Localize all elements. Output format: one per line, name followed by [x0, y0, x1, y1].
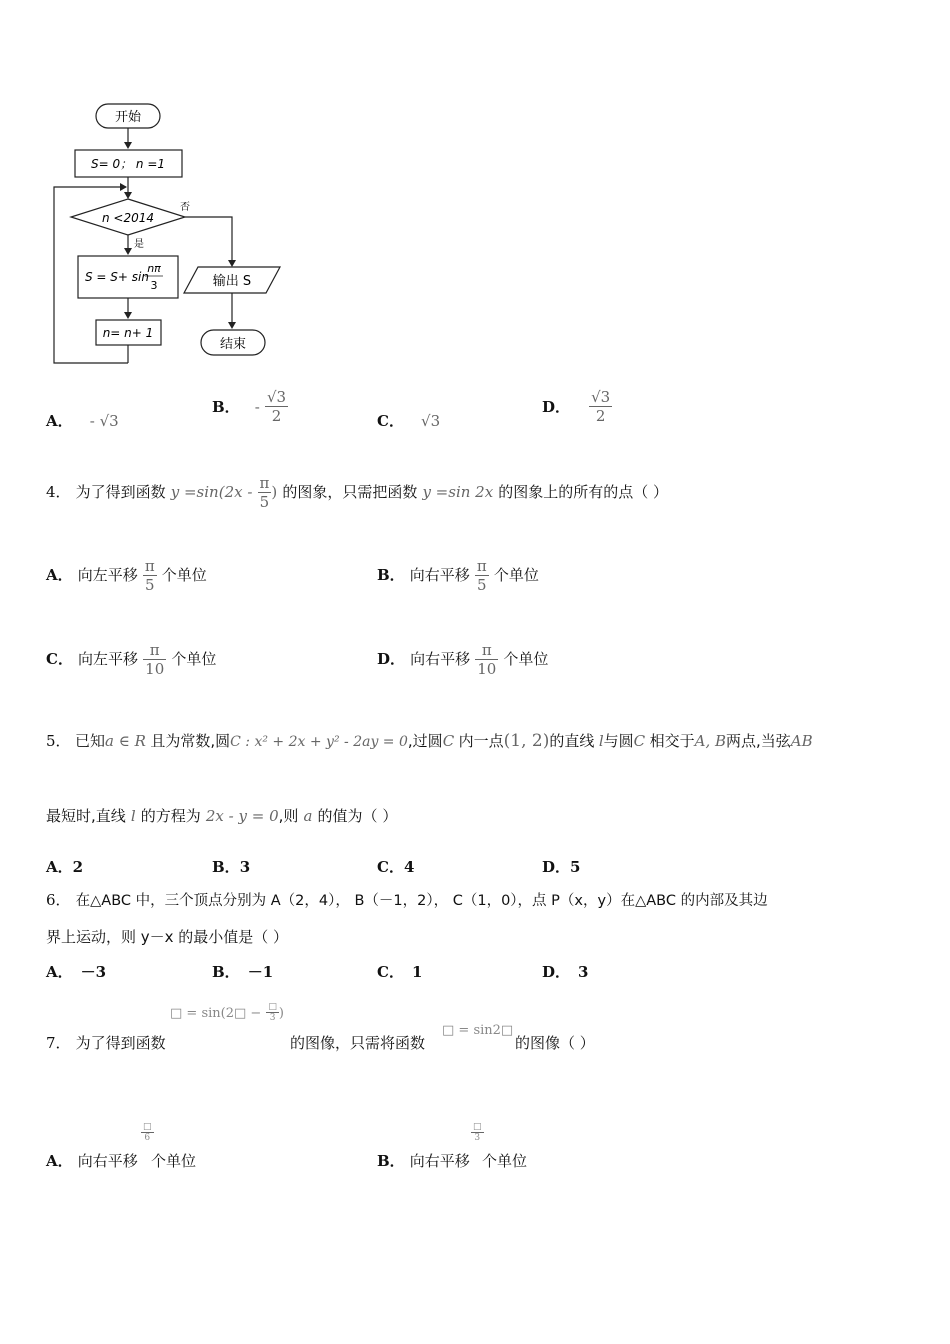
q4-option-b[interactable]: B． 向右平移 $\frac{\pi}{5}$ 个单位 — [377, 557, 539, 594]
q3-option-c[interactable]: C． √3 — [377, 412, 441, 430]
body-num: nπ — [147, 262, 161, 275]
increment-label: n= n+ 1 — [102, 326, 154, 340]
q6-option-b[interactable]: B． －1 — [212, 963, 274, 981]
q7-option-b-fraction: $\frac{□}{3}$ — [473, 1122, 482, 1143]
q7-stem-mid: 的图像，只需将函数 — [290, 1034, 426, 1052]
q6-stem-line2: 界上运动，则 y－x 的最小值是（ ） — [46, 928, 289, 946]
q7-option-a[interactable]: A． 向右平移 — [46, 1152, 138, 1170]
q4-stem: 4． 为了得到函数 y =sin(2x - $\frac{\pi}{5}$ ) 的图象，只需把函数 y =sin 2x 的图象上的所有的点（ ） — [46, 474, 669, 511]
q7-function-target: □ = sin(2□ − $\frac{□}{3}$ ) — [170, 1002, 284, 1023]
yes-label: 是 — [134, 239, 144, 250]
q5-stem-line2: 最短时,直线 l 的方程为 2x - y = 0,则 a 的值为（ ） — [46, 807, 398, 825]
q4-option-a[interactable]: A． 向左平移 $\frac{\pi}{5}$ 个单位 — [46, 557, 207, 594]
q6-option-d[interactable]: D． 3 — [542, 963, 589, 981]
q7-function-source: □ = sin2□ — [442, 1023, 514, 1038]
q7-stem-number: 7． 为了得到函数 — [46, 1034, 166, 1052]
q3-option-b[interactable]: B． - $\frac{√3}{2}$ — [212, 388, 287, 425]
q5-option-b[interactable]: B．3 — [212, 858, 251, 876]
body-prefix: S = S+ sin — [85, 270, 149, 284]
init-label: S= 0； n =1 — [90, 157, 166, 171]
no-label: 否 — [180, 202, 190, 213]
q3-d-fraction: $\frac{√3}{2}$ — [591, 388, 611, 425]
flowchart — [40, 95, 300, 375]
q6-option-c[interactable]: C． 1 — [377, 963, 423, 981]
q7-option-a-post: 个单位 — [151, 1152, 197, 1170]
q5-option-a[interactable]: A．2 — [46, 858, 84, 876]
q7-stem-end: 的图像（ ） — [515, 1034, 595, 1052]
condition-label: n <2014 — [101, 211, 155, 225]
q3-option-a[interactable]: A． - √3 — [46, 412, 119, 430]
q7-option-a-fraction: $\frac{□}{6}$ — [143, 1122, 152, 1143]
q5-option-c[interactable]: C．4 — [377, 858, 415, 876]
end-label: 结束 — [219, 337, 247, 352]
q4-option-c[interactable]: C． 向左平移 $\frac{\pi}{10}$ 个单位 — [46, 641, 217, 678]
start-label: 开始 — [114, 110, 142, 125]
output-label: 输出 S — [212, 274, 252, 289]
q7-option-b-post: 个单位 — [482, 1152, 528, 1170]
q3-b-fraction: $\frac{√3}{2}$ — [266, 388, 287, 425]
q3-option-d[interactable]: D． $\frac{√3}{2}$ — [542, 388, 611, 425]
q5-stem-line1: 5． 已知a ∈ R 且为常数,圆C : x² + 2x + y² - 2ay = 0,过圆C 内一点(1, 2)的直线 l与圆C 相交于A, B两点,当弦AB — [46, 731, 813, 751]
q6-option-a[interactable]: A． －3 — [46, 963, 107, 981]
q5-option-d[interactable]: D．5 — [542, 858, 581, 876]
q4-option-d[interactable]: D． 向右平移 $\frac{\pi}{10}$ 个单位 — [377, 641, 549, 678]
body-den: 3 — [150, 279, 158, 292]
q7-option-b[interactable]: B． 向右平移 — [377, 1152, 470, 1170]
q6-stem-line1: 6． 在△ABC 中，三个顶点分别为 A（2，4）， B（－1，2）， C（1，0），点 P（x，y）在△ABC 的内部及其边 — [46, 891, 768, 909]
